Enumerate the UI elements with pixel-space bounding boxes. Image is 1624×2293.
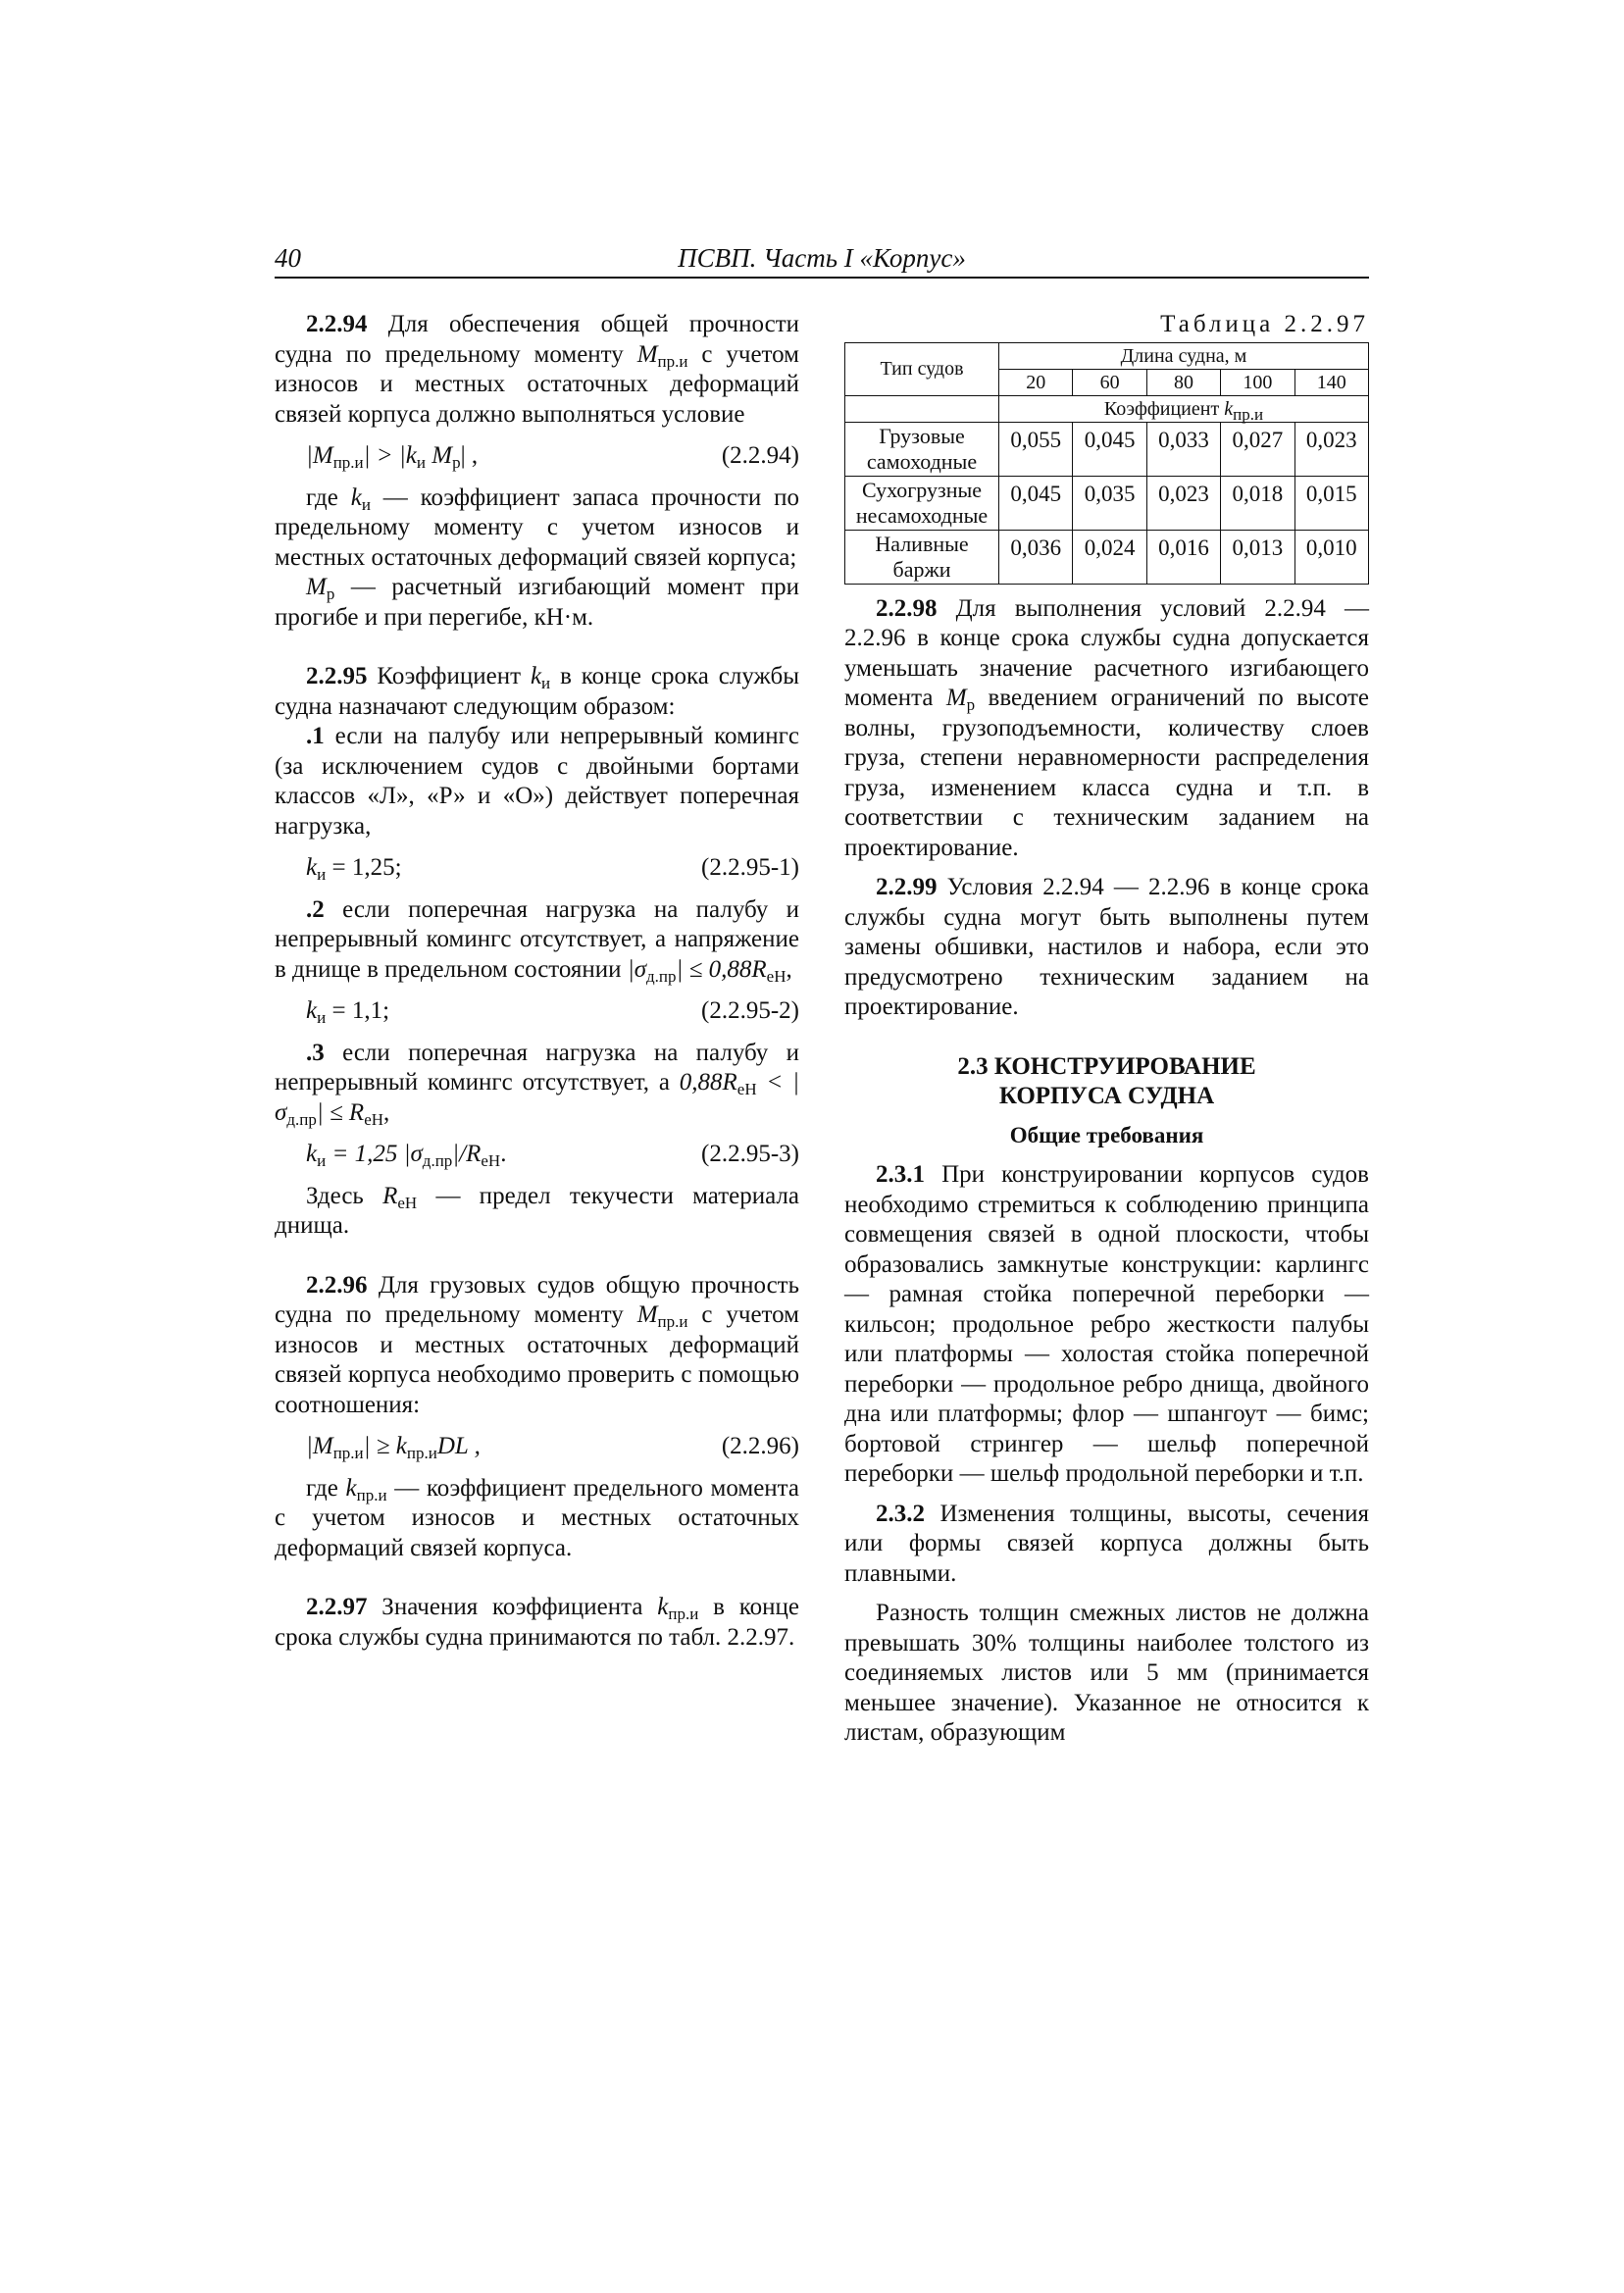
table-row: Наливные баржи 0,036 0,024 0,016 0,013 0,010: [845, 530, 1369, 584]
paragraph-2-3-2: 2.3.2 Изменения толщины, высоты, сечения или формы связей корпуса должны быть плавными.: [844, 1500, 1369, 1587]
paragraph-2-3-1: 2.3.1 При конструировании корпусов судов необходимо стремиться к соблюдению принципа совмещения связей в одной плоскости, чтобы образовались замкнутые конструкции: карлингс — рамная стойка поперечной переборки — кильсон; продольное ребро жесткости палубы или платформы — холостая стойка поперечной переборки — продольное ребро днища, двойного дна или платформы; флор — шпангоут — бимс; бортовой стрингер — шельф поперечной переборки — шельф продольной переборки и т.п.: [844, 1161, 1369, 1487]
right-column: [844, 310, 1369, 1749]
left-column: [275, 310, 799, 1653]
equation-2-2-95-1: $k_и = 1,25$; (2.2.95-1): [306, 854, 799, 884]
paragraph-2-2-94: 2.2.94 Для обеспечения общей прочности судна по предельному моменту $M_{пр.и}$ с учетом износов и местных остаточных деформаций связей корпуса должно выполняться условие: [275, 311, 799, 428]
subsection-title: Общие требования: [1009, 1122, 1204, 1147]
definition-reh: Здесь $R_{eH}$ — предел текучести материала днища.: [275, 1182, 799, 1239]
table-row: Сухогрузные несамоходные 0,045 0,035 0,023 0,018 0,015: [845, 476, 1369, 530]
definition-k: где $k_и$ — коэффициент запаса прочности по предельному моменту с учетом износов и местных остаточных деформаций связей корпуса;: [275, 484, 799, 571]
section-title: 2.3 КОНСТРУИРОВАНИЕ КОРПУСА СУДНА: [957, 1052, 1256, 1109]
paragraph-2-2-95: 2.2.95 Коэффициент $k_и$ в конце срока службы судна назначают следующим образом:: [275, 663, 799, 720]
paragraph-2-2-97: 2.2.97 Значения коэффициента $k_{пр.и}$ в конце срока службы судна принимаются по табл. 2.2.97.: [275, 1594, 799, 1651]
table-length-cell: 80: [1146, 369, 1220, 395]
coefficient-table: [844, 342, 1369, 585]
page-number: 40: [275, 243, 301, 273]
running-title: ПСВП. Часть I «Корпус»: [678, 243, 966, 273]
table-header-type: Тип судов: [845, 342, 999, 395]
table-length-cell: 100: [1221, 369, 1294, 395]
table-header-coefficient: Коэффициент $k_{пр.и}$: [999, 395, 1369, 422]
equation-2-2-94: $|M_{пр.и}| > |k_и$ $M_р|$ , (2.2.94): [306, 442, 799, 472]
definition-kpr: где $k_{пр.и}$ — коэффициент предельного момента с учетом износов и местных остаточных деформаций связей корпуса.: [275, 1474, 800, 1561]
table-row: Грузовые самоходные 0,055 0,045 0,033 0,027 0,023: [845, 422, 1369, 476]
list-item-3: .3 если поперечная нагрузка на палубу и непрерывный комингс отсутствует, а $0,88R_{eH} < |\sigma_{д.пр}| \le R_{eH}$,: [275, 1039, 799, 1129]
paragraph-2-2-99: 2.2.99 Условия 2.2.94 — 2.2.96 в конце срока службы судна могут быть выполнены путем замены обшивки, настилов и набора, если это предусмотрено техническим заданием на проектирование.: [844, 874, 1369, 1020]
equation-2-2-95-3: $k_и = 1,25$ $|\sigma_{д.пр}|/R_{eH}$. (2.2.95-3): [306, 1141, 799, 1170]
definition-mp: $M_р$ — расчетный изгибающий момент при прогибе и при перегибе, кН·м.: [275, 574, 799, 631]
equation-2-2-96: $|M_{пр.и}| \ge k_{пр.и}DL$ , (2.2.96): [306, 1433, 799, 1462]
paragraph-2-2-96: 2.2.96 Для грузовых судов общую прочность судна по предельному моменту $M_{пр.и}$ с учетом износов и местных остаточных деформаций связей корпуса необходимо проверить с помощью соотношения:: [275, 1271, 799, 1418]
table-header-length: Длина судна, м: [999, 342, 1369, 369]
equation-number: (2.2.94): [721, 442, 799, 469]
table-caption: Таблица 2.2.97: [1160, 311, 1369, 337]
table-length-cell: 140: [1294, 369, 1368, 395]
paragraph-2-2-98: 2.2.98 Для выполнения условий 2.2.94 — 2.2.96 в конце срока службы судна допускается уменьшать значение расчетного изгибающего момента $M_р$ введением ограничений по высоте волны, грузоподъемности, количеству слоев груза, степени неравномерности распределения груза, изменением класса судна и т.п. в соответствии с техническим заданием на проектирование.: [844, 594, 1369, 861]
table-length-cell: 20: [999, 369, 1073, 395]
table-length-cell: 60: [1073, 369, 1146, 395]
list-item-2: .2 если поперечная нагрузка на палубу и непрерывный комингс отсутствует, а напряжение в днище в предельном состоянии $|\sigma_{д.пр}| \le 0,88R_{eH}$,: [275, 895, 799, 986]
equation-2-2-95-2: $k_и = 1,1$; (2.2.95-2): [306, 997, 799, 1027]
paragraph-thickness: Разность толщин смежных листов не должна превышать 30% толщины наиболее толстого из соединяемых листов или 5 мм (принимается меньшее значение). Указанное не относится к листам, образующим: [844, 1600, 1369, 1746]
page-header: [275, 243, 1369, 279]
list-item-1: .1 если на палубу или непрерывный комингс (за исключением судов с двойными бортами классов «Л», «Р» и «О») действует поперечная нагрузка,: [275, 723, 799, 840]
